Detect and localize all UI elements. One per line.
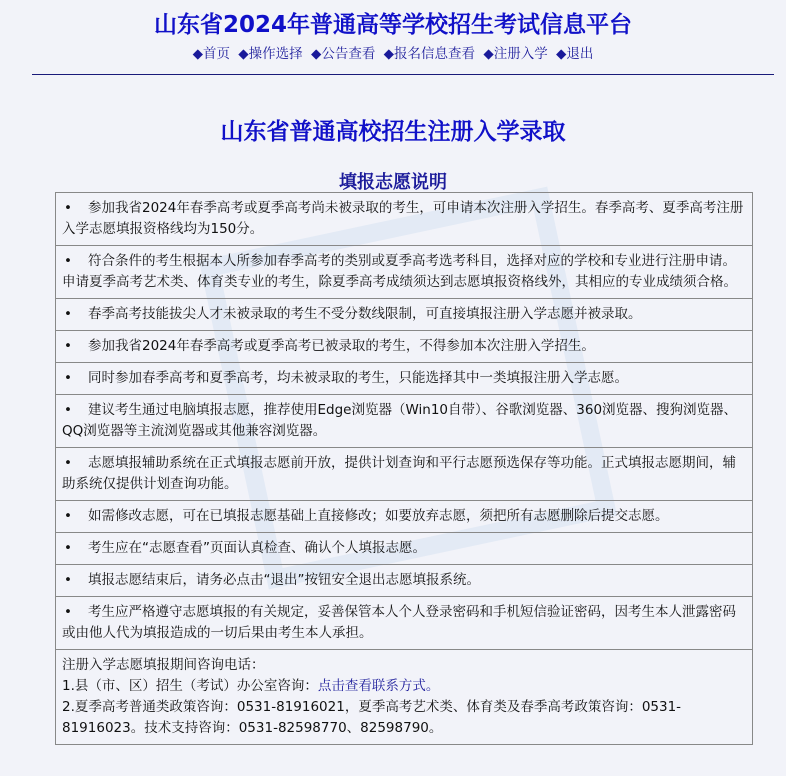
nav-operation-select[interactable]: ◆操作选择 <box>238 46 303 62</box>
bullet: • <box>64 455 72 471</box>
instruction-row <box>56 533 753 565</box>
nav-home[interactable]: ◆首页 <box>192 46 230 62</box>
bullet: • <box>64 253 72 269</box>
bullet: • <box>64 200 72 216</box>
instruction-text: 符合条件的考生根据本人所参加春季高考的类别或夏季高考选考科目，选择对应的学校和专业进行注册申请。申请夏季高考艺术类、体育类专业的考生，除夏季高考成绩须达到志愿填报资格线外，其相应的专业成绩须合格。 <box>62 253 737 290</box>
instruction-row <box>56 448 753 501</box>
instruction-row <box>56 501 753 533</box>
nav-announcements[interactable]: ◆公告查看 <box>310 46 376 62</box>
instructions-table <box>55 192 753 745</box>
bullet: • <box>64 540 72 556</box>
bullet: • <box>64 370 72 386</box>
nav-logout[interactable]: ◆退出 <box>556 46 594 62</box>
instruction-row <box>56 246 753 299</box>
instruction-text: 考生应严格遵守志愿填报的有关规定，妥善保管本人个人登录密码和手机短信验证密码，因考生本人泄露密码或由他人代为填报造成的一切后果由考生本人承担。 <box>62 604 736 641</box>
contact-line1: 1.县（市、区）招生（考试）办公室咨询： <box>62 678 318 694</box>
instruction-text: 建议考生通过电脑填报志愿，推荐使用Edge浏览器（Win10自带）、谷歌浏览器、360浏览器、搜狗浏览器、QQ浏览器等主流浏览器或其他兼容浏览器。 <box>62 402 738 439</box>
contact-heading: 注册入学志愿填报期间咨询电话： <box>62 657 265 673</box>
nav-registration-info[interactable]: ◆报名信息查看 <box>383 46 476 62</box>
bullet: • <box>64 338 72 354</box>
instruction-row <box>56 565 753 597</box>
instruction-text: 参加我省2024年春季高考或夏季高考已被录取的考生，不得参加本次注册入学招生。 <box>88 338 595 354</box>
instruction-text: 同时参加春季高考和夏季高考，均未被录取的考生，只能选择其中一类填报注册入学志愿。 <box>88 370 628 386</box>
bullet: • <box>64 508 72 524</box>
page-title: 山东省普通高校招生注册入学录取 <box>220 119 566 145</box>
bullet: • <box>64 572 72 588</box>
instruction-row <box>56 363 753 395</box>
instruction-row <box>56 331 753 363</box>
instruction-text: 考生应在“志愿查看”页面认真检查、确认个人填报志愿。 <box>88 540 426 556</box>
instruction-text: 春季高考技能拔尖人才未被录取的考生不受分数线限制，可直接填报注册入学志愿并被录取。 <box>88 306 642 322</box>
bullet: • <box>64 306 72 322</box>
instruction-text: 参加我省2024年春季高考或夏季高考尚未被录取的考生，可申请本次注册入学招生。春季高考、夏季高考注册入学志愿填报资格线均为150分。 <box>62 200 744 237</box>
section-title: 填报志愿说明 <box>339 172 447 193</box>
contact-link[interactable]: 点击查看联系方式。 <box>317 678 440 694</box>
instruction-row <box>56 395 753 448</box>
contact-line2: 2.夏季高考普通类政策咨询：0531-81916021，夏季高考艺术类、体育类及春季高考政策咨询：0531-81916023。技术支持咨询：0531-82598770、82598790。 <box>62 699 682 736</box>
instruction-row <box>56 299 753 331</box>
nav-enrollment[interactable]: ◆注册入学 <box>483 46 548 62</box>
instruction-row <box>56 597 753 650</box>
divider <box>32 74 774 75</box>
contact-row <box>56 650 753 745</box>
instruction-text: 填报志愿结束后，请务必点击“退出”按钮安全退出志愿填报系统。 <box>88 572 480 588</box>
site-title: 山东省2024年普通高等学校招生考试信息平台 <box>153 12 632 38</box>
top-nav <box>0 42 786 62</box>
bullet: • <box>64 402 72 418</box>
instruction-text: 志愿填报辅助系统在正式填报志愿前开放，提供计划查询和平行志愿预选保存等功能。正式填报志愿期间，辅助系统仅提供计划查询功能。 <box>62 455 736 492</box>
bullet: • <box>64 604 72 620</box>
instruction-row <box>56 193 753 246</box>
instruction-text: 如需修改志愿，可在已填报志愿基础上直接修改；如要放弃志愿，须把所有志愿删除后提交志愿。 <box>88 508 669 524</box>
